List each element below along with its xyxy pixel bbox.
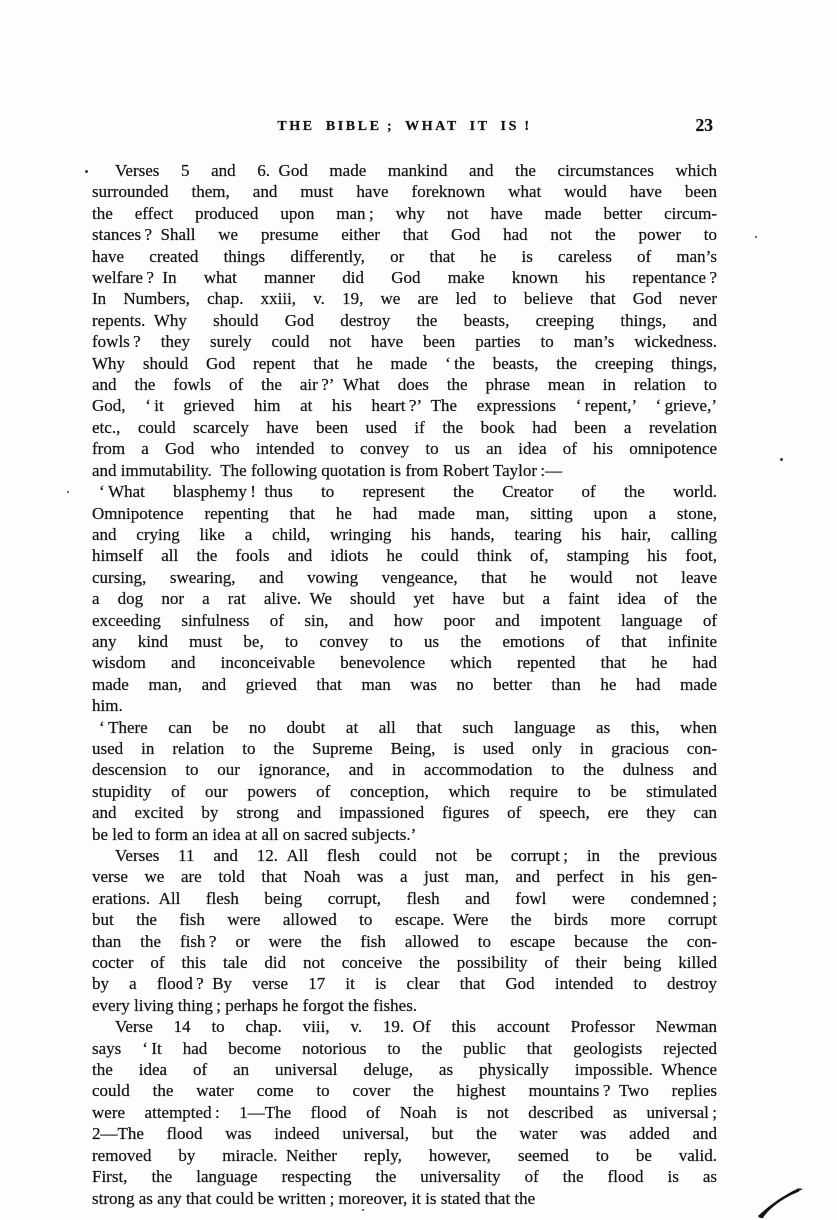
paragraph <box>92 845 717 1016</box>
text-line: Verse 14 to chap. viii, v. 19. Of this account Professor Newman <box>115 1017 717 1037</box>
text-line: and immutability. The following quotation is from Robert Taylor :— <box>92 460 563 480</box>
paragraph <box>92 1016 717 1209</box>
text-line: and crying like a child, wringing his hands, tearing his hair, calling <box>92 524 717 544</box>
text-line: Verses 11 and 12. All flesh could not be corrupt ; in the previous <box>115 846 717 865</box>
text-line: were attempted : 1—The flood of Noah is not described as universal ; <box>92 1102 717 1122</box>
ink-speck <box>67 491 69 493</box>
text-line: Verses 5 and 6. God made mankind and the circumstances which <box>115 161 717 180</box>
text-line: descension to our ignorance, and in accommodation to the dulness and <box>92 760 717 780</box>
ink-speck <box>755 236 757 238</box>
ink-speck <box>85 170 88 173</box>
text-line: verse we are told that Noah was a just man, and perfect in his gen- <box>92 867 717 887</box>
text-line: removed by miracle. Neither reply, however, seemed to be valid. <box>92 1145 717 1165</box>
paragraph <box>92 717 717 845</box>
paragraph <box>92 160 717 481</box>
text-line: God, ‘ it grieved him at his heart ?’ The expressions ‘ repent,’ ‘ grieve,’ <box>92 396 717 416</box>
text-line: welfare ? In what manner did God make known his repentance ? <box>92 268 717 288</box>
text-line: used in relation to the Supreme Being, is used only in gracious con- <box>92 738 717 758</box>
text-line: have created things differently, or that he is careless of man’s <box>92 246 717 266</box>
text-line: wisdom and inconceivable benevolence which repented that he had <box>92 653 717 673</box>
text-line: erations. All flesh being corrupt, flesh and fowl were condemned ; <box>92 888 717 908</box>
text-line: cursing, swearing, and vowing vengeance, that he would not leave <box>92 567 717 587</box>
paragraph <box>92 481 717 716</box>
text-line: repents. Why should God destroy the beasts, creeping things, and <box>92 310 717 330</box>
text-line: and excited by strong and impassioned figures of speech, ere they can <box>92 803 717 823</box>
text-line: First, the language respecting the universality of the flood is as <box>92 1167 717 1187</box>
text-line: surrounded them, and must have foreknown what would have been <box>92 182 717 202</box>
text-line: etc., could scarcely have been used if the book had been a revelation <box>92 417 717 437</box>
text-line: stupidity of our powers of conception, which require to be stimulated <box>92 781 717 801</box>
text-line: a dog nor a rat alive. We should yet have but a faint idea of the <box>92 589 717 609</box>
text-line: strong as any that could be written ; moreover, it is stated that the <box>92 1188 536 1208</box>
text-line: In Numbers, chap. xxiii, v. 19, we are led to believe that God never <box>92 289 717 309</box>
text-line: Why should God repent that he made ‘ the beasts, the creeping things, <box>92 353 717 373</box>
text-line: ‘ What blasphemy ! thus to represent the Creator of the world. <box>99 482 717 502</box>
ink-speck <box>780 458 783 461</box>
text-line: ‘ There can be no doubt at all that such language as this, when <box>99 717 717 737</box>
text-line: himself all the fools and idiots he could think of, stamping his foot, <box>92 546 717 566</box>
text-line: by a flood ? By verse 17 it is clear that God intended to destroy <box>92 974 717 994</box>
text-line: Omnipotence repenting that he had made man, sitting upon a stone, <box>92 503 717 523</box>
text-line: any kind must be, to convey to us the emotions of that infinite <box>92 631 717 651</box>
text-line: stances ? Shall we presume either that God had not the power to <box>92 225 717 245</box>
page-body <box>92 160 717 1209</box>
text-line: him. <box>92 696 123 716</box>
text-line: 2—The flood was indeed universal, but the water was added and <box>92 1124 717 1144</box>
text-line: than the fish ? or were the fish allowed to escape because the con- <box>92 931 717 951</box>
text-line: made man, and grieved that man was no better than he had made <box>92 674 717 694</box>
ink-speck <box>362 1209 364 1211</box>
text-line: but the fish were allowed to escape. Were the birds more corrupt <box>92 910 717 930</box>
text-line: from a God who intended to convey to us an idea of his omnipotence <box>92 439 717 459</box>
page-number: 23 <box>695 115 713 135</box>
text-line: every living thing ; perhaps he forgot the fishes. <box>92 995 418 1015</box>
text-line: be led to form an idea at all on sacred subjects.’ <box>92 824 417 844</box>
pen-mark <box>754 1184 806 1220</box>
text-line: says ‘ It had become notorious to the public that geologists rejected <box>92 1038 717 1058</box>
text-line: the effect produced upon man ; why not have made better circum- <box>92 203 717 223</box>
text-line: exceeding sinfulness of sin, and how poor and impotent language of <box>92 610 717 630</box>
running-header-title: THE BIBLE ; WHAT IT IS ! <box>277 119 532 134</box>
text-line: could the water come to cover the highest mountains ? Two replies <box>92 1081 717 1101</box>
text-line: the idea of an universal deluge, as physically impossible. Whence <box>92 1060 717 1080</box>
text-line: fowls ? they surely could not have been parties to man’s wickedness. <box>92 332 717 352</box>
text-line: cocter of this tale did not conceive the possibility of their being killed <box>92 953 717 973</box>
text-line: and the fowls of the air ?’ What does the phrase mean in relation to <box>92 375 717 395</box>
